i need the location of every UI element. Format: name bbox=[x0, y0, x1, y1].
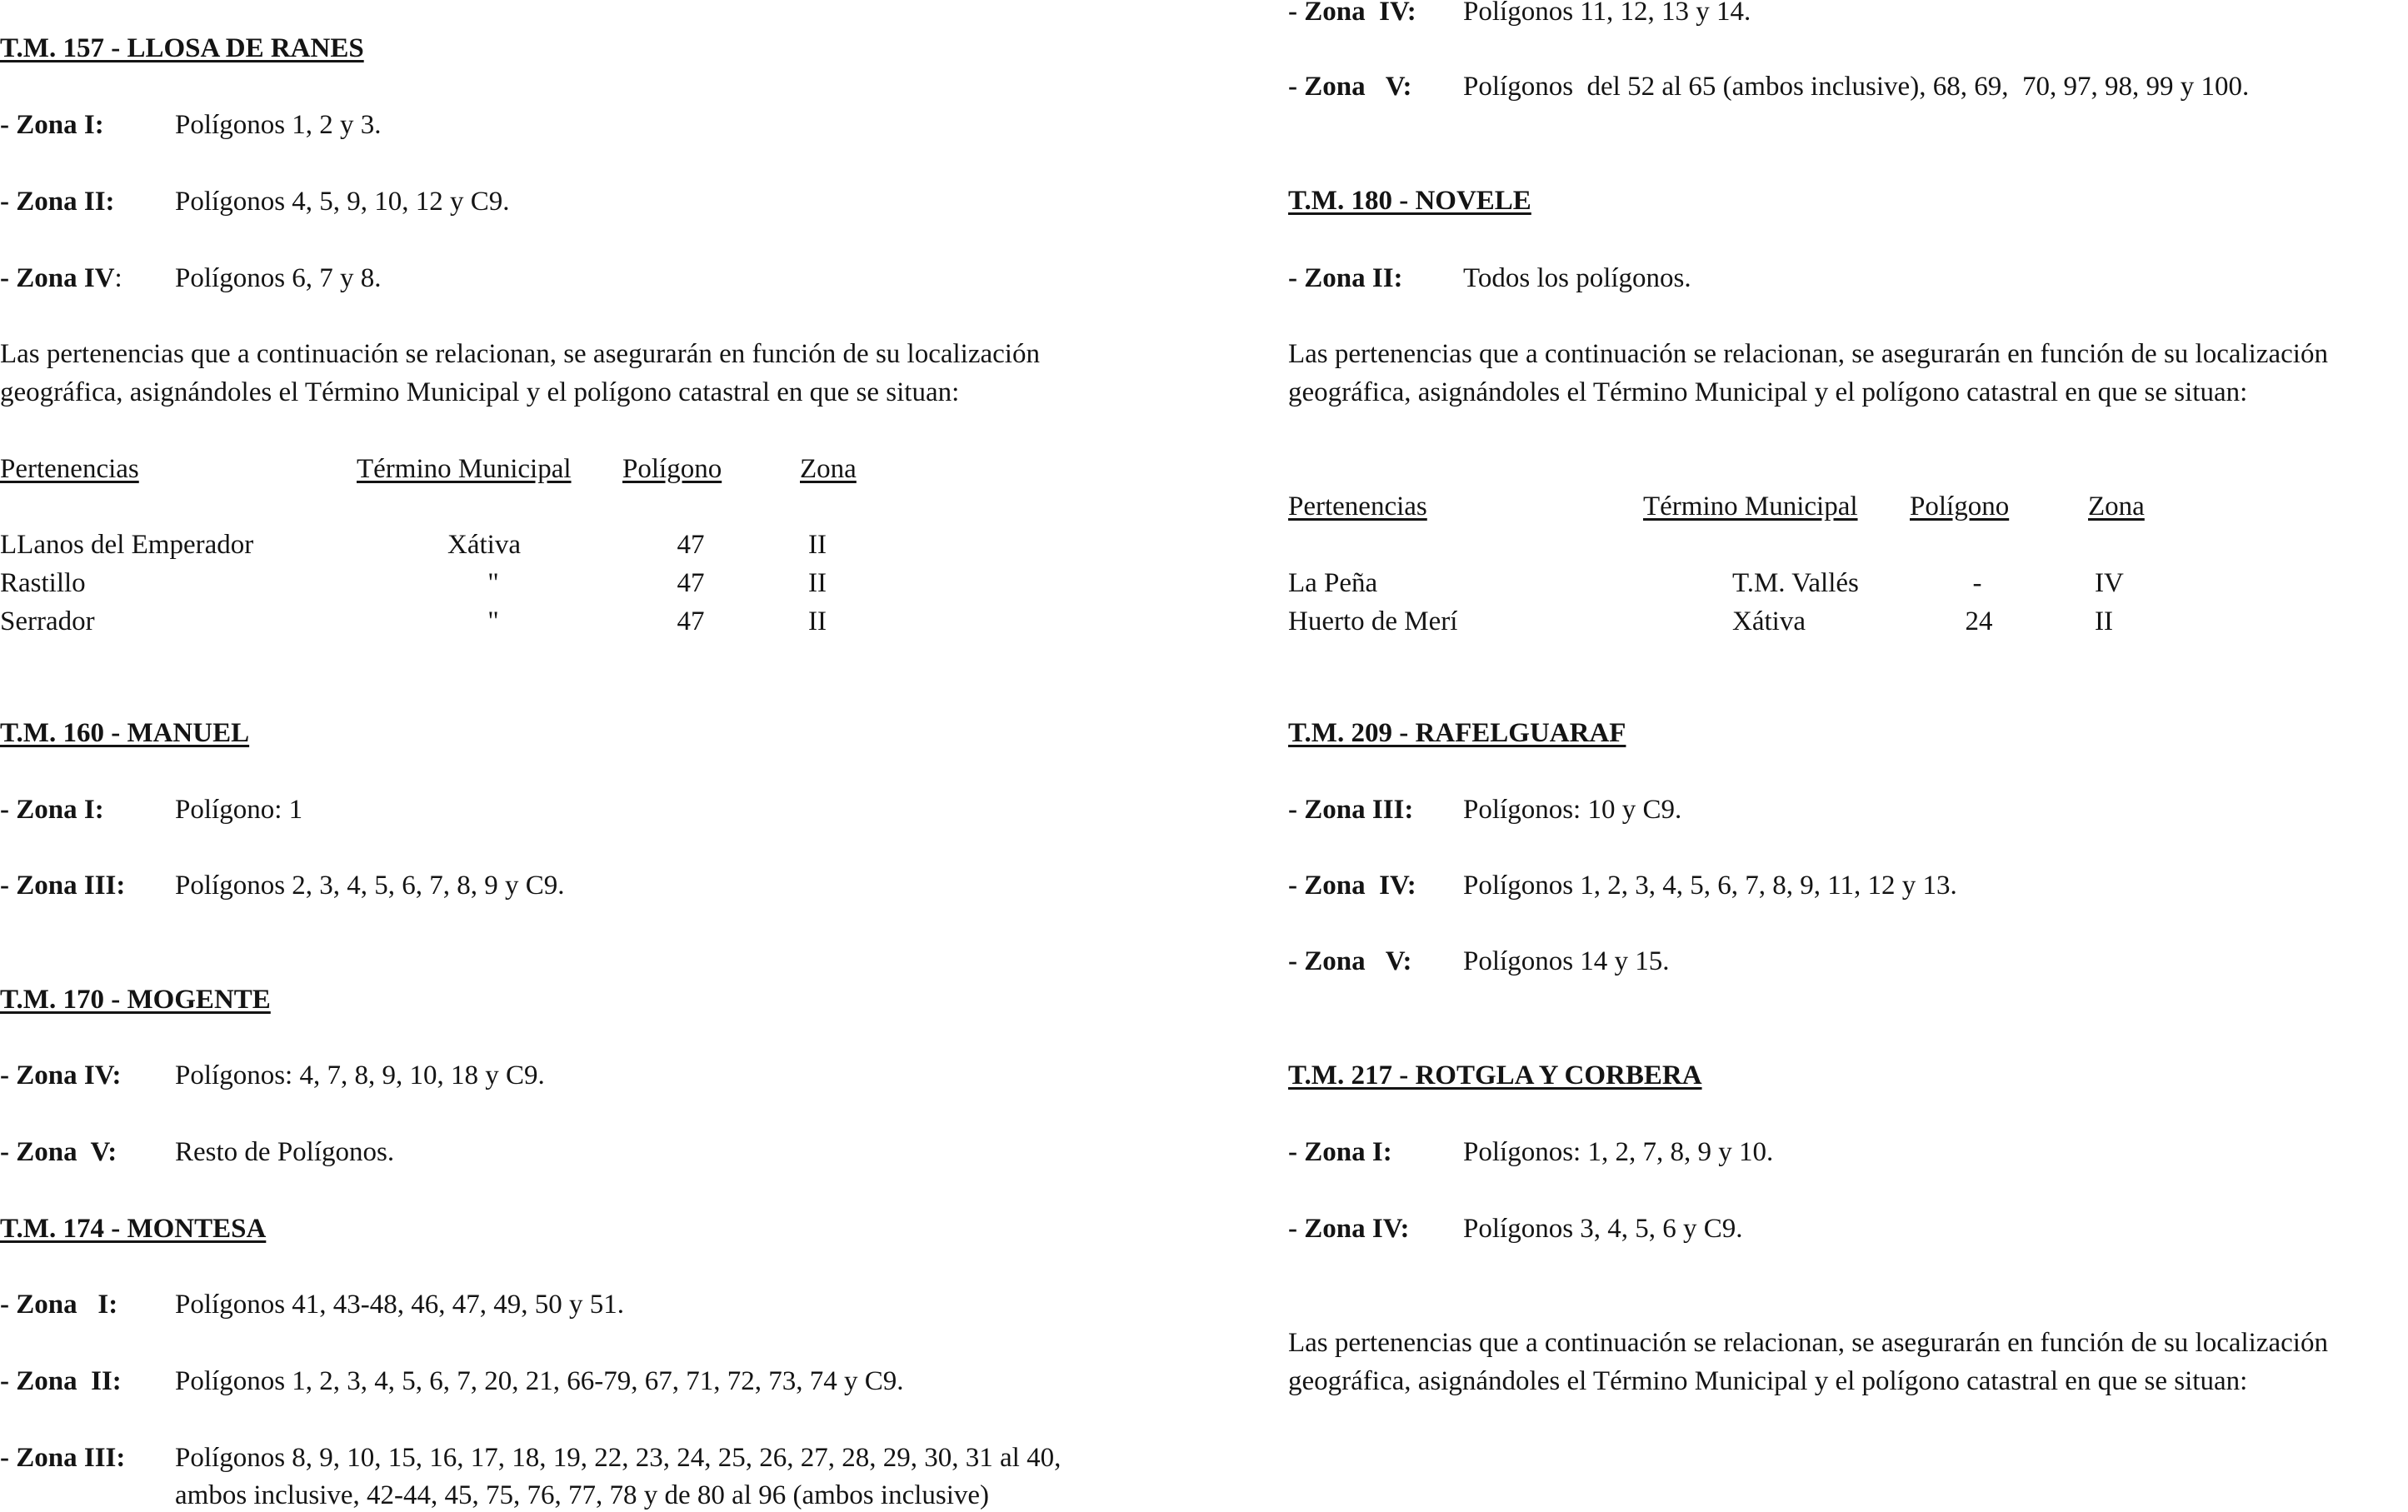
table-cell-poligono: 24 bbox=[1965, 606, 1993, 636]
zone-text-continuation: ambos inclusive, 42-44, 45, 75, 76, 77, 78 y de 80 al 96 (ambos inclusive) bbox=[175, 1480, 990, 1510]
table-cell-poligono: - bbox=[1972, 568, 1982, 598]
table-cell-pertenencia: LLanos del Emperador bbox=[0, 530, 254, 560]
zone-text: Polígonos 41, 43-48, 46, 47, 49, 50 y 51. bbox=[175, 1290, 625, 1320]
zone-text: Polígonos del 52 al 65 (ambos inclusive), 68, 69, 70, 97, 98, 99 y 100. bbox=[1463, 72, 2250, 102]
zone-label: - Zona II: bbox=[0, 187, 115, 217]
table-header-termino-municipal: Término Municipal bbox=[357, 454, 572, 484]
zone-label: - Zona II: bbox=[1288, 263, 1403, 293]
table-cell-termino: " bbox=[487, 606, 499, 636]
zone-text: Polígonos: 10 y C9. bbox=[1463, 795, 1682, 825]
note-line: Las pertenencias que a continuación se relacionan, se asegurarán en función de su localización bbox=[1288, 339, 2328, 369]
zone-label: - Zona IV: bbox=[1288, 1214, 1410, 1244]
zone-label: - Zona V: bbox=[1288, 946, 1412, 976]
note-line: geográfica, asignándoles el Término Municipal y el polígono catastral en que se situan: bbox=[1288, 377, 2248, 407]
note-line: Las pertenencias que a continuación se relacionan, se asegurarán en función de su localización bbox=[1288, 1328, 2328, 1358]
zone-text: Polígonos 6, 7 y 8. bbox=[175, 263, 382, 293]
zone-text: Todos los polígonos. bbox=[1463, 263, 1691, 293]
zone-text: Polígonos 3, 4, 5, 6 y C9. bbox=[1463, 1214, 1743, 1244]
zone-text: Polígonos: 4, 7, 8, 9, 10, 18 y C9. bbox=[175, 1060, 545, 1090]
zone-label: - Zona IV: bbox=[1288, 871, 1416, 901]
table-cell-termino: Xátiva bbox=[1732, 606, 1806, 636]
zone-label-colon: : bbox=[114, 263, 122, 293]
zone-label: - Zona I: bbox=[1288, 1137, 1392, 1167]
table-cell-pertenencia: Rastillo bbox=[0, 568, 86, 598]
table-cell-poligono: 47 bbox=[677, 568, 705, 598]
zone-text: Polígonos: 1, 2, 7, 8, 9 y 10. bbox=[1463, 1137, 1774, 1167]
table-cell-termino: T.M. Vallés bbox=[1732, 568, 1859, 598]
zone-label: - Zona IV: bbox=[1288, 0, 1416, 27]
zone-label: - Zona I: bbox=[0, 795, 104, 825]
note-line: geográfica, asignándoles el Término Municipal y el polígono catastral en que se situan: bbox=[0, 377, 960, 407]
table-header-pertenencias: Pertenencias bbox=[1288, 492, 1427, 521]
zone-label: - Zona III: bbox=[0, 1443, 126, 1473]
zone-label: - Zona V: bbox=[0, 1137, 117, 1167]
table-cell-zona: IV bbox=[2095, 568, 2124, 598]
table-cell-termino: Xátiva bbox=[447, 530, 521, 560]
zone-text: Resto de Polígonos. bbox=[175, 1137, 395, 1167]
table-cell-poligono: 47 bbox=[677, 530, 705, 560]
table-cell-poligono: 47 bbox=[677, 606, 705, 636]
table-header-zona: Zona bbox=[2088, 492, 2145, 521]
zone-text: Polígonos 4, 5, 9, 10, 12 y C9. bbox=[175, 187, 510, 217]
section-heading-rafelguaraf: T.M. 209 - RAFELGUARAF bbox=[1288, 718, 1626, 748]
note-line: Las pertenencias que a continuación se relacionan, se asegurarán en función de su localización bbox=[0, 339, 1040, 369]
zone-label: - Zona II: bbox=[0, 1366, 122, 1396]
zone-text: Polígonos 8, 9, 10, 15, 16, 17, 18, 19, 22, 23, 24, 25, 26, 27, 28, 29, 30, 31 al 40, bbox=[175, 1443, 1062, 1473]
zone-label-row bbox=[0, 262, 122, 295]
zone-label: - Zona I: bbox=[0, 1290, 118, 1320]
note-line: geográfica, asignándoles el Término Municipal y el polígono catastral en que se situan: bbox=[1288, 1366, 2248, 1396]
table-cell-pertenencia: Huerto de Merí bbox=[1288, 606, 1458, 636]
table-header-pertenencias: Pertenencias bbox=[0, 454, 139, 484]
table-cell-zona: II bbox=[808, 530, 827, 560]
zone-label: - Zona III: bbox=[1288, 795, 1414, 825]
zone-label: - Zona III: bbox=[0, 871, 126, 901]
zone-text: Polígono: 1 bbox=[175, 795, 303, 825]
zone-label: - Zona V: bbox=[1288, 72, 1412, 102]
table-cell-termino: " bbox=[487, 568, 499, 598]
zone-text: Polígonos 14 y 15. bbox=[1463, 946, 1670, 976]
zone-text: Polígonos 1, 2 y 3. bbox=[175, 110, 382, 140]
zone-text: Polígonos 11, 12, 13 y 14. bbox=[1463, 0, 1751, 27]
table-cell-zona: II bbox=[808, 606, 827, 636]
zone-label: - Zona IV: bbox=[0, 1060, 122, 1090]
zone-text: Polígonos 2, 3, 4, 5, 6, 7, 8, 9 y C9. bbox=[175, 871, 565, 901]
section-heading-mogente: T.M. 170 - MOGENTE bbox=[0, 985, 271, 1015]
zone-text: Polígonos 1, 2, 3, 4, 5, 6, 7, 20, 21, 66-79, 67, 71, 72, 73, 74 y C9. bbox=[175, 1366, 904, 1396]
section-heading-rotgla-y-corbera: T.M. 217 - ROTGLA Y CORBERA bbox=[1288, 1060, 1702, 1090]
table-cell-zona: II bbox=[2095, 606, 2113, 636]
table-cell-pertenencia: La Peña bbox=[1288, 568, 1378, 598]
zone-text: Polígonos 1, 2, 3, 4, 5, 6, 7, 8, 9, 11, 12 y 13. bbox=[1463, 871, 1957, 901]
section-heading-montesa: T.M. 174 - MONTESA bbox=[0, 1214, 267, 1244]
zone-label: - Zona IV bbox=[0, 263, 115, 293]
table-cell-zona: II bbox=[808, 568, 827, 598]
table-header-poligono: Polígono bbox=[1910, 492, 2010, 521]
zone-label: - Zona I: bbox=[0, 110, 104, 140]
table-header-termino-municipal: Término Municipal bbox=[1643, 492, 1858, 521]
table-header-zona: Zona bbox=[800, 454, 857, 484]
table-cell-pertenencia: Serrador bbox=[0, 606, 95, 636]
section-heading-llosa-de-ranes: T.M. 157 - LLOSA DE RANES bbox=[0, 33, 364, 63]
section-heading-novele: T.M. 180 - NOVELE bbox=[1288, 186, 1531, 216]
section-heading-manuel: T.M. 160 - MANUEL bbox=[0, 718, 250, 748]
table-header-poligono: Polígono bbox=[622, 454, 722, 484]
